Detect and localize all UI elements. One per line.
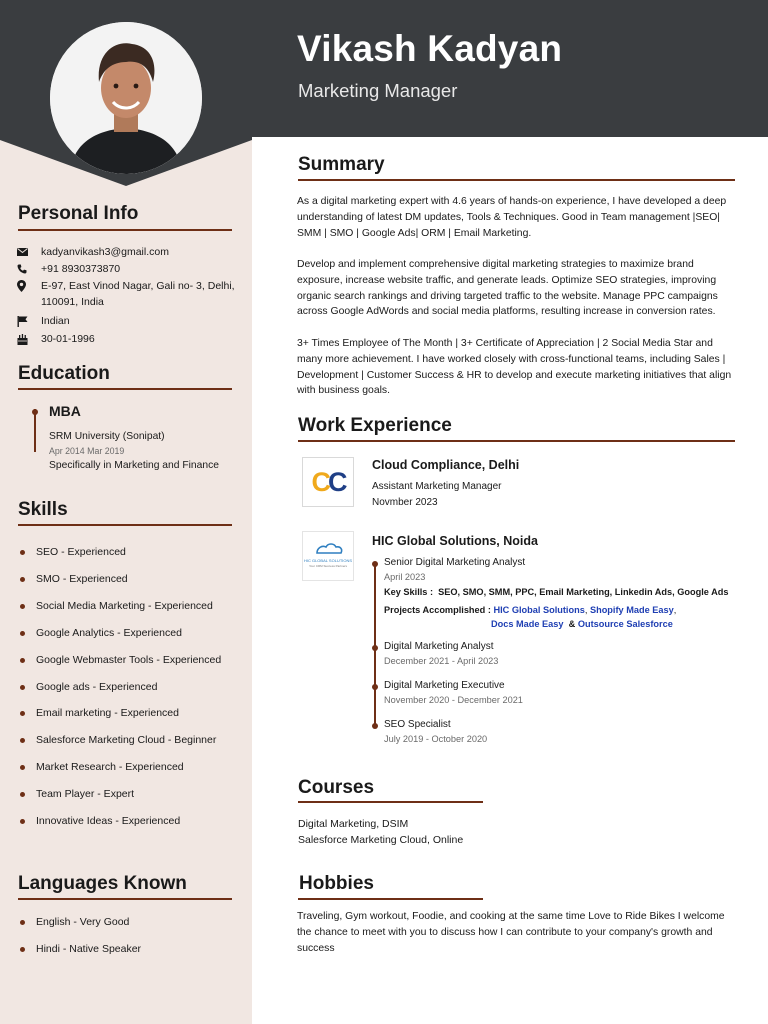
job2-company: HIC Global Solutions, Noida <box>372 534 538 548</box>
role-title: SEO Specialist <box>384 719 451 730</box>
avatar <box>50 22 202 174</box>
skill-item: SMO - Experienced <box>36 572 128 585</box>
summary-paragraph-3: 3+ Times Employee of The Month | 3+ Certificate of Appreciation | 2 Social Media Star and many more achievement. I have worked closely with cross-functional teams, including Sales | Development | Customer Success & HR to develop and execute marketing initiatives that align with business goals. <box>297 338 732 397</box>
phone-text[interactable]: +91 8930373870 <box>41 263 121 275</box>
skill-item: Email marketing - Experienced <box>36 707 179 720</box>
skills-heading: Skills <box>18 499 68 520</box>
education-timeline <box>34 409 36 452</box>
language-item: Hindi - Native Speaker <box>36 943 142 955</box>
projects-separator-2: , <box>673 605 677 615</box>
phone-row <box>17 261 242 277</box>
dob-row <box>17 331 242 347</box>
education-dates: Apr 2014 Mar 2019 <box>49 446 125 456</box>
courses-heading: Courses <box>298 777 375 798</box>
skill-bullet <box>20 658 25 663</box>
course-item-2: Salesforce Marketing Cloud, Online <box>298 834 464 846</box>
language-bullet <box>20 947 25 952</box>
project-link-hic[interactable]: HIC Global Solutions <box>493 605 585 615</box>
skills-rule <box>18 524 232 526</box>
projects-line-2 <box>491 619 673 629</box>
skill-item: Innovative Ideas - Experienced <box>36 815 181 827</box>
projects-line <box>384 605 676 615</box>
flag-icon <box>17 313 34 329</box>
hic-logo-text: HIC GLOBAL SOLUTIONS <box>303 558 353 563</box>
education-note: Specifically in Marketing and Finance <box>49 460 219 471</box>
skill-item: Salesforce Marketing Cloud - Beginner <box>36 734 217 747</box>
key-skills-label: Key Skills : <box>384 587 434 597</box>
address-line-2: 110091, India <box>41 296 104 308</box>
personal-info-rule <box>18 229 232 231</box>
location-icon <box>17 278 34 294</box>
education-heading: Education <box>18 363 110 384</box>
email-text[interactable]: kadyanvikash3@gmail.com <box>41 246 169 258</box>
dob-text: 30-01-1996 <box>41 333 95 345</box>
role-dot <box>372 645 378 651</box>
languages-rule <box>18 898 232 900</box>
skill-bullet <box>20 604 25 609</box>
skill-bullet <box>20 631 25 636</box>
project-link-outsource[interactable]: Outsource Salesforce <box>577 619 673 629</box>
summary-paragraph-1: As a digital marketing expert with 4.6 years of hands-on experience, I have developed a deep understanding of latest DM updates, Tools & Techniques. Good in Team management |SEO| SMM | SMO | Google Ads| ORM | Email Marketing. <box>297 196 727 239</box>
summary-heading: Summary <box>298 154 385 175</box>
skill-item: Market Research - Experienced <box>36 761 184 774</box>
role-date: April 2023 <box>384 572 426 582</box>
education-school: SRM University (Sonipat) <box>49 431 165 442</box>
course-item-1: Digital Marketing, DSIM <box>298 818 409 830</box>
cloud-icon <box>303 532 353 580</box>
skill-item: Google Analytics - Experienced <box>36 626 182 639</box>
role-date: December 2021 - April 2023 <box>384 656 499 666</box>
job1-position: Assistant Marketing Manager <box>372 481 502 492</box>
role-dot <box>372 684 378 690</box>
work-heading: Work Experience <box>298 415 452 436</box>
candidate-name: Vikash Kadyan <box>297 28 563 69</box>
education-dot <box>32 409 38 415</box>
hobbies-text: Traveling, Gym workout, Foodie, and cooking at the same time Love to Ride Bikes I welcome the chance to meet with you to discuss how I can contribute to your company's growth and success <box>297 911 725 954</box>
summary-paragraph-2: Develop and implement comprehensive digital marketing strategies to maximize brand exposure, increase website traffic, and generate leads. Optimize SEO strategies, improving organic search rankings and driving targeted traffic to the website. Manage PPC campaigns across Google AdWords and social media platforms, resulting increase in conversion rates. <box>297 259 718 318</box>
job1-date: Novmber 2023 <box>372 497 438 508</box>
cloud-compliance-logo <box>302 457 354 507</box>
skill-bullet <box>20 577 25 582</box>
personal-info-heading: Personal Info <box>18 203 139 224</box>
phone-icon <box>17 261 34 277</box>
logo-letter-c-yellow: C <box>311 466 328 497</box>
email-icon <box>17 244 34 260</box>
role-title: Digital Marketing Analyst <box>384 641 494 652</box>
nationality-text: Indian <box>41 315 70 327</box>
skill-item: Google Webmaster Tools - Experienced <box>36 653 222 666</box>
project-link-shopify[interactable]: Shopify Made Easy <box>589 605 674 615</box>
summary-rule <box>298 179 735 181</box>
role-title: Digital Marketing Executive <box>384 680 505 691</box>
nationality-row <box>17 313 242 329</box>
skill-item: Social Media Marketing - Experienced <box>36 599 213 612</box>
hobbies-rule <box>298 898 483 900</box>
skill-item: Google ads - Experienced <box>36 680 158 693</box>
candidate-role: Marketing Manager <box>298 80 458 101</box>
skill-item: Team Player - Expert <box>36 788 135 801</box>
languages-heading: Languages Known <box>18 873 187 894</box>
key-skills-value: SEO, SMO, SMM, PPC, Email Marketing, Linkedin Ads, Google Ads <box>438 587 729 597</box>
courses-rule <box>298 801 483 803</box>
role-date: November 2020 - December 2021 <box>384 695 523 705</box>
logo-letter-c-blue: C <box>328 466 345 497</box>
address-text <box>34 278 235 310</box>
language-bullet <box>20 920 25 925</box>
skill-bullet <box>20 550 25 555</box>
language-item: English - Very Good <box>36 916 130 928</box>
projects-ampersand: & <box>568 619 576 629</box>
work-rule <box>298 440 735 442</box>
project-link-docs[interactable]: Docs Made Easy <box>491 619 564 629</box>
projects-label: Projects Accomplished : <box>384 605 491 615</box>
skill-item: SEO - Experienced <box>36 546 126 558</box>
projects-separator-1: , <box>584 605 588 615</box>
role-title: Senior Digital Marketing Analyst <box>384 557 526 568</box>
address-row <box>17 278 242 310</box>
skill-bullet <box>20 819 25 824</box>
education-rule <box>18 388 232 390</box>
education-degree: MBA <box>49 403 81 419</box>
address-line-1: E-97, East Vinod Nagar, Gali no- 3, Delhi, <box>41 280 235 292</box>
profile-photo <box>50 22 202 174</box>
hobbies-heading: Hobbies <box>299 873 374 894</box>
key-skills-line <box>384 587 728 597</box>
role-date: July 2019 - October 2020 <box>384 734 488 744</box>
calendar-icon <box>17 331 34 347</box>
role-dot <box>372 723 378 729</box>
skill-bullet <box>20 685 25 690</box>
hic-logo-tagline: Your CRM Success Partners <box>308 564 348 568</box>
hic-logo <box>302 531 354 581</box>
role-dot <box>372 561 378 567</box>
email-row <box>17 244 242 260</box>
job1-company: Cloud Compliance, Delhi <box>372 458 520 472</box>
